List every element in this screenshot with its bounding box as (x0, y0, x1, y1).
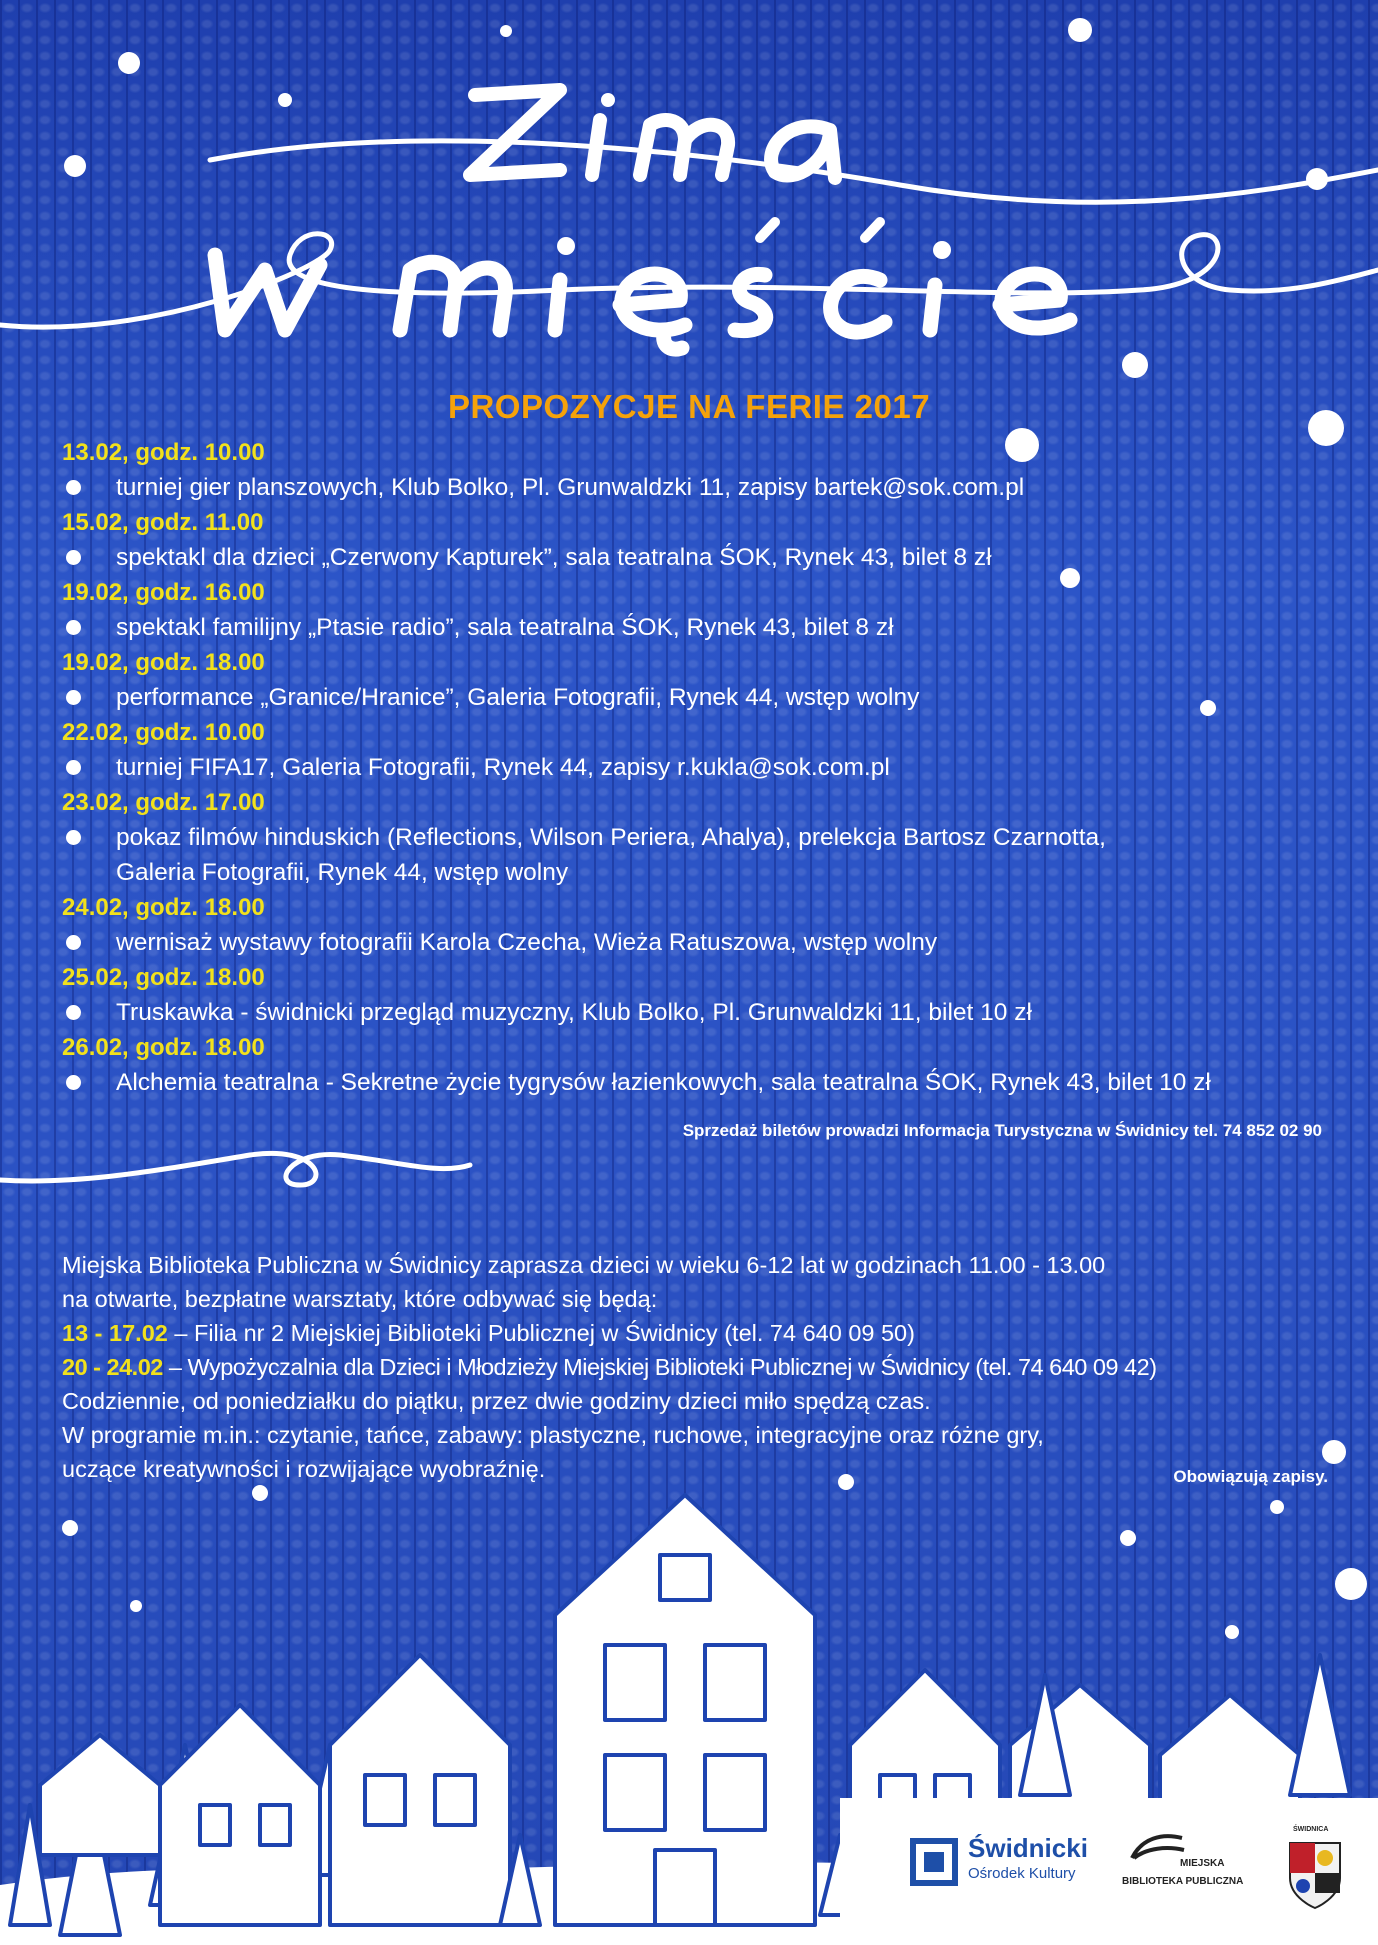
bullet-icon (66, 690, 81, 705)
swirl-line-middle (0, 234, 1378, 327)
letter-m-1 (640, 120, 728, 175)
bullet-icon (66, 550, 81, 565)
library-intro-line: Miejska Biblioteka Publiczna w Świdnicy zaprasza dzieci w wieku 6-12 lat w godzinach 11.00 - 13.00 (62, 1252, 1106, 1278)
letter-z (470, 90, 560, 175)
subtitle: PROPOZYCJE NA FERIE 2017 (447, 388, 931, 425)
door (655, 1850, 715, 1925)
event-item (62, 435, 1352, 505)
window (365, 1775, 405, 1825)
library-range (62, 1350, 1352, 1384)
house (160, 1705, 320, 1925)
event-item (62, 1030, 1352, 1100)
event-date: 15.02, godz. 11.00 (62, 509, 264, 536)
letter-s (735, 274, 766, 330)
event-date: 24.02, godz. 18.00 (62, 894, 265, 921)
event-item (62, 505, 1352, 575)
event-date: 19.02, godz. 18.00 (62, 649, 265, 676)
event-description: Alchemia teatralna - Sekretne życie tygrysów łazienkowych, sala teatralna ŚOK, Rynek 43, bilet 10 zł (62, 1065, 1352, 1100)
event-item (62, 785, 1352, 890)
window (260, 1805, 290, 1845)
partner-logos (840, 1798, 1378, 1945)
event-item (62, 715, 1352, 785)
logo-miejska-biblioteka: MIEJSKA BIBLIOTEKA PUBLICZNA (1122, 1828, 1262, 1918)
event-date: 22.02, godz. 10.00 (62, 719, 265, 746)
library-range-date: 13 - 17.02 (62, 1320, 168, 1346)
event-description: spektakl dla dzieci „Czerwony Kapturek”, sala teatralna ŚOK, Rynek 43, bilet 8 zł (62, 540, 1352, 575)
tickets-note: Sprzedaż biletów prowadzi Informacja Turystyczna w Świdnicy tel. 74 852 02 90 (682, 1121, 1322, 1140)
library-range-text: – Filia nr 2 Miejskiej Biblioteki Publicznej w Świdnicy (tel. 74 640 09 50) (167, 1320, 915, 1346)
window (660, 1555, 710, 1600)
library-text-line: uczące kreatywności i rozwijające wyobraźnię. (62, 1456, 546, 1482)
window (705, 1645, 765, 1720)
event-item (62, 575, 1352, 645)
letter-m-2 (400, 262, 505, 330)
window (435, 1775, 475, 1825)
coat-of-arms: ŚWIDNICA (1285, 1826, 1355, 1921)
event-date: 25.02, godz. 18.00 (62, 964, 265, 991)
coat-of-arms-icon (1285, 1838, 1345, 1913)
bullet-icon (66, 1005, 81, 1020)
event-item (62, 645, 1352, 715)
event-date: 26.02, godz. 18.00 (62, 1034, 265, 1061)
letter-e-2 (1000, 274, 1070, 328)
house (1160, 1695, 1300, 1805)
bullet-icon (66, 830, 81, 845)
library-range (62, 1316, 1352, 1350)
window (200, 1805, 230, 1845)
letter-i-2 (555, 280, 560, 330)
library-text-line: Codziennie, od poniedziałku do piątku, przez dwie godziny dzieci miło spędzą czas. (62, 1388, 931, 1414)
event-description: wernisaż wystawy fotografii Karola Czecha, Wieża Ratuszowa, wstęp wolny (62, 925, 1352, 960)
event-description: performance „Granice/Hranice”, Galeria Fotografii, Rynek 44, wstęp wolny (62, 680, 1352, 715)
window (605, 1755, 665, 1830)
house (40, 1735, 160, 1855)
bullet-icon (66, 620, 81, 635)
event-item (62, 890, 1352, 960)
registration-note: Obowiązują zapisy. (1173, 1467, 1328, 1486)
event-description: pokaz filmów hinduskich (Reflections, Wilson Periera, Ahalya), prelekcja Bartosz Czarnotta, (62, 820, 1352, 855)
event-date: 19.02, godz. 16.00 (62, 579, 265, 606)
letter-c (831, 276, 885, 332)
event-description: turniej gier planszowych, Klub Bolko, Pl. Grunwaldzki 11, zapisy bartek@sok.com.pl (62, 470, 1352, 505)
event-description: Truskawka - świdnicki przegląd muzyczny, Klub Bolko, Pl. Grunwaldzki 11, bilet 10 zł (62, 995, 1352, 1030)
library-range-date: 20 - 24.02 (62, 1354, 163, 1380)
bullet-icon (66, 1075, 81, 1090)
library-intro-line: na otwarte, bezpłatne warsztaty, które odbywać się będą: (62, 1286, 658, 1312)
event-description-continued: Galeria Fotografii, Rynek 44, wstęp wolny (116, 859, 569, 886)
letter-i-1 (592, 120, 600, 175)
bullet-icon (66, 935, 81, 950)
event-date: 13.02, godz. 10.00 (62, 439, 265, 466)
event-description: turniej FIFA17, Galeria Fotografii, Rynek 44, zapisy r.kukla@sok.com.pl (62, 750, 1352, 785)
tree (1290, 1655, 1350, 1795)
event-item (62, 960, 1352, 1030)
library-text-line: W programie m.in.: czytanie, tańce, zabawy: plastyczne, ruchowe, integracyjne oraz różne gry, (62, 1422, 1044, 1448)
house (330, 1655, 510, 1925)
bullet-icon (66, 480, 81, 495)
library-section (62, 1248, 1352, 1486)
event-date: 23.02, godz. 17.00 (62, 789, 265, 816)
sok-logo-icon (910, 1838, 958, 1886)
logo-swidnicki-osrodek-kultury: Świdnicki Ośrodek Kultury (910, 1833, 1100, 1903)
letter-a (771, 126, 835, 178)
library-range-text: – Wypożyczalnia dla Dzieci i Młodzieży Miejskiej Biblioteki Publicznej w Świdnicy (tel. 74 640 09 42) (162, 1354, 1157, 1380)
swirl-line-bottom (0, 1153, 470, 1185)
bullet-icon (66, 760, 81, 775)
events-list (62, 435, 1352, 1100)
window (605, 1645, 665, 1720)
window (705, 1755, 765, 1830)
event-description: spektakl familijny „Ptasie radio”, sala teatralna ŚOK, Rynek 43, bilet 8 zł (62, 610, 1352, 645)
